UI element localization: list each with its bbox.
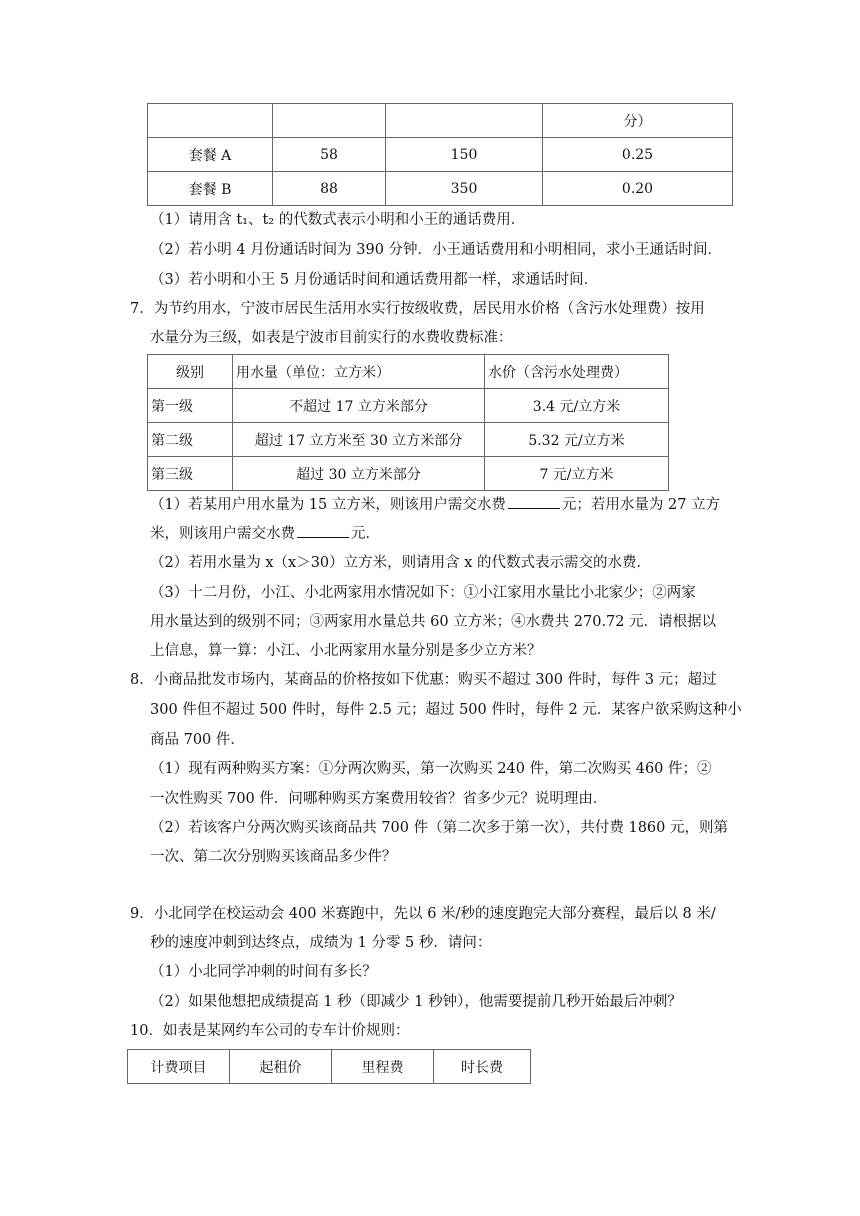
table-cell: 第二级 — [148, 423, 233, 457]
q7-water-fee-table — [147, 354, 669, 491]
q6-subquestion-2: （2）若小明 4 月份通话时间为 390 分钟．小王通话费用和小明相同，求小王通话时间． — [150, 242, 723, 258]
table-row — [148, 389, 669, 423]
q6-plan-table — [147, 103, 733, 206]
table-cell — [386, 104, 543, 138]
table-cell: 分） — [543, 104, 733, 138]
table-header-cell: 用水量（单位：立方米） — [233, 355, 485, 389]
table-row — [128, 1050, 531, 1084]
answer-blank[interactable] — [297, 523, 349, 538]
q9-subquestion-2: （2）如果他想把成绩提高 1 秒（即减少 1 秒钟），他需要提前几秒开始最后冲刺？ — [150, 994, 682, 1010]
table-cell: 第三级 — [148, 457, 233, 491]
q7-subquestion-3-line-3: 上信息，算一算：小江、小北两家用水量分别是多少立方米？ — [150, 643, 542, 659]
q7-subquestion-2: （2）若用水量为 x（x＞30）立方米，则请用含 x 的代数式表示需交的水费． — [150, 555, 652, 571]
plan-name-cell: 套餐 B — [148, 172, 273, 206]
q7-s1-text-a: （1）若某用户用水量为 15 立方米，则该用户需交水费 — [150, 497, 506, 513]
q7-stem-line-2: 水量分为三级，如表是宁波市目前实行的水费收费标准： — [150, 330, 513, 346]
q9-stem-line-1: 9．小北同学在校运动会 400 米赛跑中，先以 6 米/秒的速度跑完大部分赛程，最后以 8 米/ — [130, 906, 716, 922]
table-cell: 不超过 17 立方米部分 — [233, 389, 485, 423]
q7-subquestion-3-line-1: （3）十二月份，小江、小北两家用水情况如下：①小江家用水量比小北家少；②两家 — [150, 585, 696, 601]
q6-subquestion-3: （3）若小明和小王 5 月份通话时间和通话费用都一样，求通话时间． — [150, 272, 599, 288]
q7-subquestion-1-line-1 — [150, 494, 720, 515]
q7-subquestion-3-line-2: 用水量达到的级别不同；③两家用水量总共 60 立方米；④水费共 270.72 元．请根据以 — [150, 614, 717, 630]
table-cell — [273, 104, 386, 138]
table-cell: 超过 30 立方米部分 — [233, 457, 485, 491]
table-cell: 第一级 — [148, 389, 233, 423]
table-row — [148, 172, 733, 206]
q8-subquestion-1-line-1: （1）现有两种购买方案：①分两次购买，第一次购买 240 件，第二次购买 460 件；② — [150, 761, 712, 777]
table-cell: 7 元/立方米 — [485, 457, 669, 491]
table-row — [148, 355, 669, 389]
q8-subquestion-2-line-2: 一次、第二次分别购买该商品多少件？ — [150, 849, 397, 865]
table-row — [148, 138, 733, 172]
table-cell: 3.4 元/立方米 — [485, 389, 669, 423]
answer-blank[interactable] — [508, 494, 560, 509]
table-cell: 58 — [273, 138, 386, 172]
q7-subquestion-1-line-2 — [150, 523, 380, 544]
table-header-cell: 起租价 — [230, 1050, 332, 1084]
q7-s1-text-b: 元；若用水量为 27 立方 — [561, 497, 721, 513]
table-cell: 0.20 — [543, 172, 733, 206]
table-header-cell: 时长费 — [434, 1050, 531, 1084]
table-cell: 5.32 元/立方米 — [485, 423, 669, 457]
q7-stem-line-1: 7．为节约用水，宁波市居民生活用水实行按级收费，居民用水价格（含污水处理费）按用 — [130, 301, 705, 317]
q8-stem-line-2: 300 件但不超过 500 件时，每件 2.5 元；超过 500 件时，每件 2 元．某客户欲采购这种小 — [150, 702, 742, 718]
table-cell: 88 — [273, 172, 386, 206]
table-cell: 150 — [386, 138, 543, 172]
plan-name-cell: 套餐 A — [148, 138, 273, 172]
table-header-cell: 里程费 — [332, 1050, 434, 1084]
q8-subquestion-1-line-2: 一次性购买 700 件．问哪种购买方案费用较省？省多少元？说明理由． — [150, 791, 608, 807]
q10-pricing-table — [127, 1049, 531, 1084]
q8-stem-line-1: 8．小商品批发市场内，某商品的价格按如下优惠：购买不超过 300 件时，每件 3 元；超过 — [130, 672, 717, 688]
table-header-cell: 水价（含污水处理费） — [485, 355, 669, 389]
table-row — [148, 104, 733, 138]
q7-s1-text-d: 元． — [351, 526, 380, 542]
table-header-cell: 级别 — [148, 355, 233, 389]
q9-stem-line-2: 秒的速度冲刺到达终点，成绩为 1 分零 5 秒．请问： — [150, 935, 492, 951]
table-row — [148, 423, 669, 457]
q6-subquestion-1: （1）请用含 t₁、t₂ 的代数式表示小明和小王的通话费用． — [150, 212, 526, 228]
q9-subquestion-1: （1）小北同学冲刺的时间有多长？ — [150, 964, 377, 980]
q8-stem-line-3: 商品 700 件． — [150, 732, 245, 748]
q8-subquestion-2-line-1: （2）若该客户分两次购买该商品共 700 件（第二次多于第一次），共付费 1860 元，则第 — [150, 820, 728, 836]
q10-stem-line-1: 10．如表是某网约车公司的专车计价规则： — [130, 1023, 410, 1039]
table-cell: 350 — [386, 172, 543, 206]
table-cell: 超过 17 立方米至 30 立方米部分 — [233, 423, 485, 457]
table-cell: 0.25 — [543, 138, 733, 172]
table-header-cell: 计费项目 — [128, 1050, 230, 1084]
table-cell — [148, 104, 273, 138]
table-row — [148, 457, 669, 491]
q7-s1-text-c: 米，则该用户需交水费 — [150, 526, 295, 542]
